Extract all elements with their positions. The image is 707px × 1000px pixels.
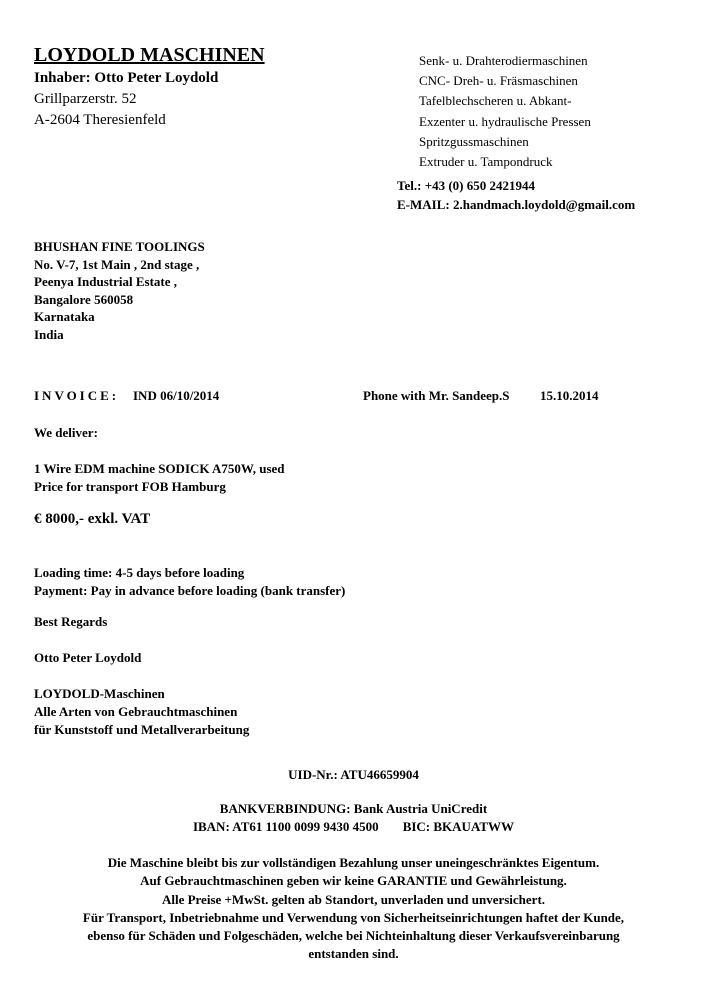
closing-regards: Best Regards <box>34 614 108 629</box>
disclaimer-line: Die Maschine bleibt bis zur vollständigen Bezahlung unser uneingeschränktes Eigentum. <box>107 855 600 870</box>
signature-line: LOYDOLD-Maschinen <box>34 686 165 701</box>
recipient-line: BHUSHAN FINE TOOLINGS <box>34 239 205 254</box>
recipient-address <box>34 238 205 343</box>
phone-number: Tel.: +43 (0) 650 2421944 <box>397 178 536 193</box>
payment-terms: Payment: Pay in advance before loading (bank transfer) <box>34 582 346 598</box>
disclaimer-line: Alle Preise +MwSt. gelten ab Standort, unverladen und unversichert. <box>161 891 546 907</box>
deliver-heading: We deliver: <box>34 425 98 440</box>
signer-name: Otto Peter Loydold <box>34 650 142 665</box>
bank-details <box>0 800 707 836</box>
recipient-line: Peenya Industrial Estate , <box>34 274 177 289</box>
price: € 8000,- exkl. VAT <box>34 511 151 527</box>
disclaimer-line: ebenso für Schäden und Folgeschäden, welche bei Nichteinhaltung dieser Verkaufsvereinbarung <box>87 928 620 944</box>
bic: BIC: BKAUATWW <box>402 819 515 834</box>
item-line: Price for transport FOB Hamburg <box>34 478 226 494</box>
service-item: Extruder u. Tampondruck <box>419 154 553 170</box>
bank-account-line <box>0 818 707 836</box>
company-name: LOYDOLD MASCHINEN <box>34 44 265 66</box>
service-item: CNC- Dreh- u. Fräsmaschinen <box>419 73 578 89</box>
disclaimer-line: Für Transport, Inbetriebnahme und Verwendung von Sicherheitseinrichtungen haftet der Kunde, <box>82 909 625 925</box>
contact-block <box>397 176 635 214</box>
recipient-line: Bangalore 560058 <box>34 291 134 307</box>
service-item: Tafelblechscheren u. Abkant- <box>419 93 572 109</box>
email-address: E-MAIL: 2.handmach.loydold@gmail.com <box>397 197 636 212</box>
iban: IBAN: AT61 1100 0099 9430 4500 <box>192 819 379 834</box>
invoice-date: 15.10.2014 <box>540 388 599 403</box>
signature-line: Alle Arten von Gebrauchtmaschinen <box>34 704 238 719</box>
disclaimer-line: entstanden sind. <box>308 946 399 962</box>
services-list <box>419 51 591 172</box>
service-item: Spritzgussmaschinen <box>419 133 529 149</box>
signature-block <box>34 685 249 739</box>
service-item: Exzenter u. hydraulische Pressen <box>419 113 591 129</box>
invoice-number: IND 06/10/2014 <box>133 388 220 403</box>
recipient-line: India <box>34 326 64 342</box>
invoice-label: INVOICE: <box>34 388 120 403</box>
item-line: 1 Wire EDM machine SODICK A750W, used <box>34 461 285 476</box>
signature-line: für Kunststoff und Metallverarbeitung <box>34 722 250 737</box>
sender-street: Grillparzerstr. 52 <box>34 91 137 107</box>
terms-block <box>34 564 345 599</box>
disclaimer-line: Auf Gebrauchtmaschinen geben wir keine GARANTIE und Gewährleistung. <box>140 873 567 889</box>
loading-time: Loading time: 4-5 days before loading <box>34 565 245 580</box>
bank-name: BANKVERBINDUNG: Bank Austria UniCredit <box>219 801 488 816</box>
phone-note: Phone with Mr. Sandeep.S <box>363 388 510 403</box>
recipient-line: No. V-7, 1st Main , 2nd stage , <box>34 256 200 272</box>
legal-disclaimer <box>0 854 707 964</box>
service-item: Senk- u. Drahterodiermaschinen <box>419 53 588 68</box>
recipient-line: Karnataka <box>34 309 95 324</box>
item-description <box>34 460 285 495</box>
owner-name: Inhaber: Otto Peter Loydold <box>34 70 219 86</box>
uid-number: UID-Nr.: ATU46659904 <box>288 767 419 782</box>
sender-city: A-2604 Theresienfeld <box>34 112 166 128</box>
